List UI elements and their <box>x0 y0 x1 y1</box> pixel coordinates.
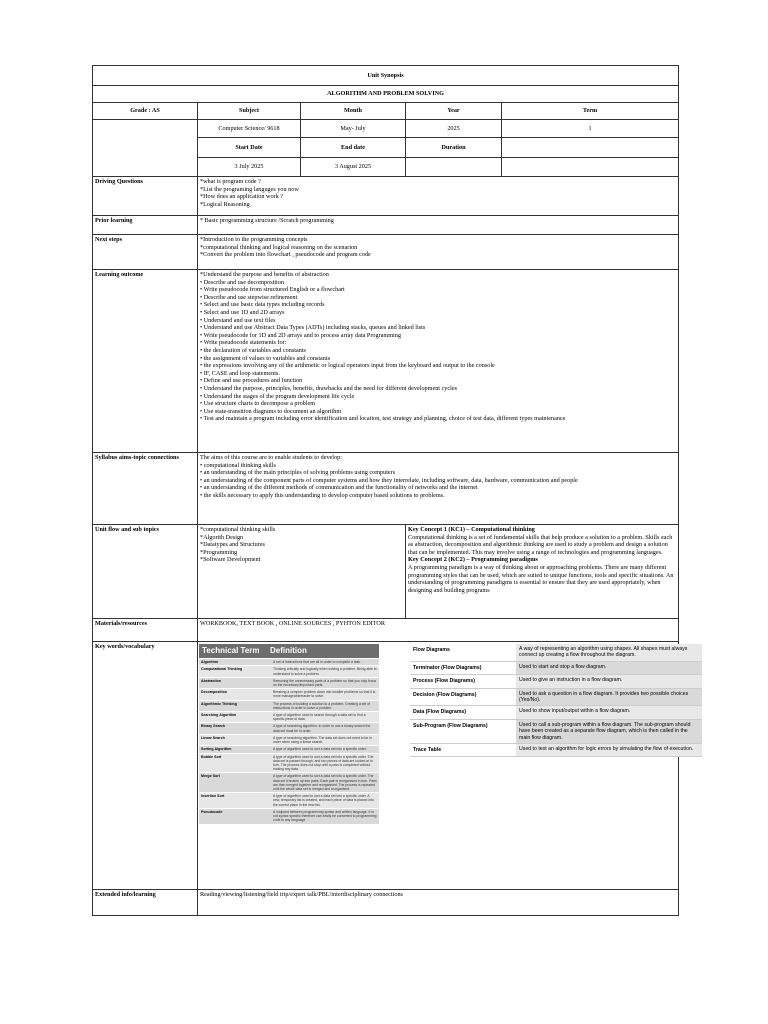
subject-header: Subject <box>198 103 301 120</box>
term-header: Term <box>502 103 679 120</box>
driving-question: *Logical Reasoning <box>200 200 250 208</box>
vocab-definition: A set of instructions that are all in order to complete a task. <box>273 660 362 664</box>
syllabus-aim: • an understanding of the component parts of computer systems and how they interrelate, including software, data, hardware, communication and people <box>200 476 578 484</box>
vocab-row <box>199 808 379 824</box>
vocab-row <box>199 658 379 665</box>
outcome-item: • Select and use 1D and 2D arrays <box>200 308 285 316</box>
vocab-row <box>199 665 379 676</box>
flow-definition: A way of representing an algorithm using shapes. All shapes must always connect up creating a flow throughout the diagram. <box>516 644 702 661</box>
outcome-item: • Use state-transition diagrams to document an algorithm <box>200 407 342 415</box>
subtopic-item: *computational thinking skills <box>200 526 276 533</box>
vocab-row <box>199 734 379 745</box>
flow-term-row <box>410 689 702 707</box>
flow-term: Data (Flow Diagrams) <box>413 709 467 716</box>
flow-term-row <box>410 644 702 662</box>
flow-term-row <box>410 662 702 675</box>
keywords-cell <box>198 642 694 890</box>
vocab-definition: Breaking a complex problem down into smaller problems so that it is more manageable/easier to solve. <box>273 690 376 699</box>
grade-spacer <box>93 120 198 177</box>
flow-term: Trace Table <box>413 747 442 754</box>
vocab-definition: A type of algorithm used to search through a data set to find a specific piece of data. <box>273 713 366 722</box>
outcome-item: • Understand and use Abstract Data Types (ADTs) including stacks, queues and linked lists <box>200 324 426 332</box>
vocab-term: Abstraction <box>201 678 221 683</box>
vocab-row <box>199 677 379 688</box>
next-steps-label: Next steps <box>93 235 198 270</box>
vocab-term: Decomposition <box>201 690 227 695</box>
synopsis-table <box>92 65 694 916</box>
vocab-term: Computational Thinking <box>201 667 243 672</box>
materials-label: Materials/resources <box>93 619 198 642</box>
flow-definition: Used to give an instruction in a flow diagram. <box>516 675 702 687</box>
outcome-item: • Understand and use text files <box>200 316 276 324</box>
vocab-definition: A midpoint between programming syntax and written language. It is not syntax specific therefore can easily be converted to programming code in any language. <box>273 809 377 823</box>
learning-outcomes <box>198 270 679 453</box>
vocab-definition: A type of algorithm used to sort a data set into a specific order. The data set it broken up into pairs. Each pair is reorganised in turn. Pairs are then merged together and reorganised. The process is repeated until the whole data set is merged and reorganised. <box>273 774 377 792</box>
outcome-item: • Define and use procedures and function <box>200 377 303 385</box>
extended-learning-text: Reading/viewing/listening/field trip/expert talk/PBL/interdisciplinary connections <box>198 890 679 916</box>
keywords-label: Key words/vocabulary <box>93 642 198 890</box>
start-date-label: Start Date <box>198 138 301 158</box>
driving-question: *List the programing languges you now <box>200 185 299 193</box>
flow-definition: Used to test an algorithm for logic errors by simulating the flow of execution. <box>516 744 702 756</box>
duration-label: Duration <box>406 138 502 158</box>
outcome-item: • Test and maintain a program including error identification and location, test strategy and planning, choice of test data, different types maintenance <box>200 415 566 423</box>
outcome-item: • Understand the purpose, principles, benefits, drawbacks and the need for different development cycles <box>200 384 458 392</box>
grade-label: Grade : AS <box>93 103 198 120</box>
outcome-item: • Select and use basic data types including records <box>200 301 325 309</box>
outcome-item: • the assignment of values to variables and constants <box>200 354 331 362</box>
outcome-item: • Use structure charts to decompose a problem <box>200 400 316 408</box>
vocab-definition: Thinking critically and logically when solving a problem. Being able to understand to solve a problem. <box>273 667 377 676</box>
flow-term: Decision (Flow Diagrams) <box>413 691 477 698</box>
vocab-definition: A type of searching algorithm. The data set does not need to be in order when using a linear search. <box>273 735 372 745</box>
vocab-row <box>199 722 379 733</box>
year-header: Year <box>406 103 502 120</box>
syllabus-aim: • the skills necessary to apply this understanding to develop computer based solutions to problems. <box>200 491 445 499</box>
month-header: Month <box>301 103 406 120</box>
kc2-title: Key Concept 2 (KC2) – Programming paradigms <box>408 556 538 564</box>
flow-term-row <box>410 675 702 688</box>
outcome-item: • Describe and use stepwise refinement <box>200 293 298 301</box>
subtopic-item: *Programming <box>200 548 238 556</box>
outcome-item: • IF, CASE and loop statements. <box>200 369 280 377</box>
vocab-term: Linear Search <box>201 735 225 740</box>
vocab-term: Bubble Sort <box>201 754 222 759</box>
term-spacer <box>502 138 679 158</box>
flow-term-row <box>410 744 702 757</box>
end-date-label: End date <box>301 138 406 158</box>
flow-term: Sub-Program (Flow Diagrams) <box>413 722 488 729</box>
driving-questions <box>198 177 679 216</box>
vocab-row <box>199 711 379 722</box>
month-value: May- July <box>301 120 406 138</box>
technical-terms-header <box>199 644 379 658</box>
syllabus-aim: • an understanding of the main principles of solving problems using computers <box>200 469 396 477</box>
unit-subtopics <box>198 525 406 619</box>
prior-learning-text: * Basic programming structure /Scratch programming <box>198 216 679 235</box>
vocab-definition: The process of building a solution to a problem. Creating a set of instructions in order to solve a problem. <box>273 701 371 710</box>
next-step: *Introduction to the programming concepts <box>200 236 308 243</box>
next-steps <box>198 235 679 270</box>
flow-term-row <box>410 720 702 744</box>
syllabus-aim: • computational thinking skills <box>200 461 276 469</box>
duration-value <box>406 158 502 177</box>
driving-questions-label: Driving Questions <box>93 177 198 216</box>
flow-definition: Used to show input/output within a flow diagram. <box>516 706 702 718</box>
kc2-text: A programming paradigm is a way of thinking about or approaching problems. There are many different programming styles that can be used, which are suited to unique functions, tools and specific situations. An understanding of programming paradigms is essential to ensure that they are used appropriately, when designing and building programs <box>408 563 674 594</box>
document-title: Unit Synopsis <box>93 66 679 86</box>
subtopic-item: *Algorith Design <box>200 533 244 541</box>
syllabus-aim: • an understanding of the different methods of communication and the functionality of networks and the internet <box>200 484 478 492</box>
learning-outcome-label: Learning outcome <box>93 270 198 453</box>
vocabulary-images <box>198 642 694 886</box>
flow-diagram-terms-table <box>410 644 702 757</box>
subtopic-item: *Datatypes and Structures <box>200 541 265 549</box>
vocab-definition: A type of algorithm used to sort a data set into a specific order. <box>273 747 367 752</box>
vocab-definition: Removing the unnecessary parts of a problem so that you only focus on the necessary/important parts. <box>273 678 377 688</box>
vocab-row <box>199 700 379 711</box>
start-date-value: 3 July 2025 <box>198 158 301 177</box>
unit-flow-label: Unit flow and sub topics <box>93 525 198 619</box>
prior-learning-label: Prior learning <box>93 216 198 235</box>
unit-title: ALGORITHM AND PROBLEM SOLVING <box>93 86 679 103</box>
flow-definition: Used to start and stop a flow diagram. <box>516 662 702 674</box>
flow-term: Flow Diagrams <box>413 647 450 653</box>
vocab-term: Merge Sort <box>201 774 220 779</box>
flow-term: Terminator (Flow Diagrams) <box>413 664 482 671</box>
subject-value: Computer Science/ 9618 <box>198 120 301 138</box>
vocab-term: Pseudocode <box>201 809 223 814</box>
unit-synopsis-document <box>92 65 694 916</box>
next-step: *computational thinking and logical reasoning on the scenarion <box>200 243 358 251</box>
vocab-row <box>199 792 379 808</box>
year-value: 2025 <box>406 120 502 138</box>
vocab-definition: A type of algorithm used to sort a data set into a specific order. A new, temporary list is created, and each piece of data is placed into the correct place in the new list. <box>273 794 374 807</box>
materials-text: WORKBOOK, TEXT BOOK , ONLINE SOURCES , PYHTON EDITOR <box>198 619 679 642</box>
technical-terms-table <box>199 644 379 824</box>
outcome-item: • Write pseudocode for 1D and 2D arrays and to process array data Programming <box>200 331 401 339</box>
driving-question: *what is program code ? <box>200 178 261 185</box>
vocab-term: Algorithmic Thinking <box>201 701 237 706</box>
key-concepts <box>406 525 679 619</box>
vocab-row <box>199 772 379 792</box>
term-value: 1 <box>502 120 679 138</box>
definition-column-header: Definition <box>270 646 307 656</box>
syllabus-aim: The aims of this course are to enable students to develop: <box>200 454 342 461</box>
vocab-term: Algorithm <box>201 660 218 664</box>
vocab-definition: A type of algorithm used to sort a data set into a specific order. The data set is passed through, and two pieces of data are looked at in turn. The process does not stop until a pass is completed without making any data. <box>273 754 374 772</box>
outcome-item: • Write pseudocode from structured English or a flowchart <box>200 286 345 294</box>
outcome-item: • Describe and use decomposition <box>200 278 284 286</box>
subtopic-item: *Software Development <box>200 556 261 564</box>
vocab-row <box>199 688 379 699</box>
vocab-term: Searching Algorithm <box>201 713 237 718</box>
vocab-row <box>199 753 379 773</box>
syllabus-aims <box>198 453 679 525</box>
flow-definition: Used to ask a question in a flow diagram. It provides two possible choices (Yes/No). <box>516 689 702 706</box>
vocab-definition: A type of searching algorithm. In order to use a binary search the data set must be in order. <box>273 724 371 733</box>
end-date-value: 3 August 2025 <box>301 158 406 177</box>
vocab-row <box>199 745 379 752</box>
date-spacer <box>502 158 679 177</box>
flow-term-row <box>410 706 702 719</box>
extended-learning-label: Extended info/learning <box>93 890 198 916</box>
vocab-term: Binary Search <box>201 724 226 729</box>
flow-term: Process (Flow Diagrams) <box>413 678 475 685</box>
next-step: *Convert the problem into flowchart , pseudocode and program code <box>200 251 371 259</box>
outcome-item: • Understand the stages of the program development life cycle <box>200 392 355 400</box>
outcome-item: • the declaration of variables and constants <box>200 346 306 354</box>
vocab-term: Insertion Sort <box>201 794 225 799</box>
driving-question: *How does an application work ? <box>200 193 283 201</box>
outcome-item: • the expressions involving any of the arithmetic or logical operators input from the keyboard and output to the console <box>200 362 495 370</box>
term-column-header: Technical Term <box>202 646 260 656</box>
kc1-text: Computational thinking is a set of fundamental skills that help produce a solution to a problem. Skills such as abstraction, decomposition and algorithmic thinking are used to study a problem and design a solution that can be implemented. This may involve using a range of technologies and programming languages. <box>408 533 673 556</box>
vocab-term: Sorting Algorithm <box>201 747 232 752</box>
kc1-title: Key Concept 1 (KC1) – Computational thinking <box>408 526 535 533</box>
outcome-item: *Understand the purpose and benefits of abstraction <box>200 271 329 278</box>
flow-definition: Used to call a sub-program within a flow diagram. The sub-program should have been created as a separate flow diagram, which is then called in the main flow diagram. <box>516 720 702 743</box>
syllabus-aims-label: Syllabus aims-topic connections <box>93 453 198 525</box>
outcome-item: • Write pseudocode statements for: <box>200 339 287 347</box>
